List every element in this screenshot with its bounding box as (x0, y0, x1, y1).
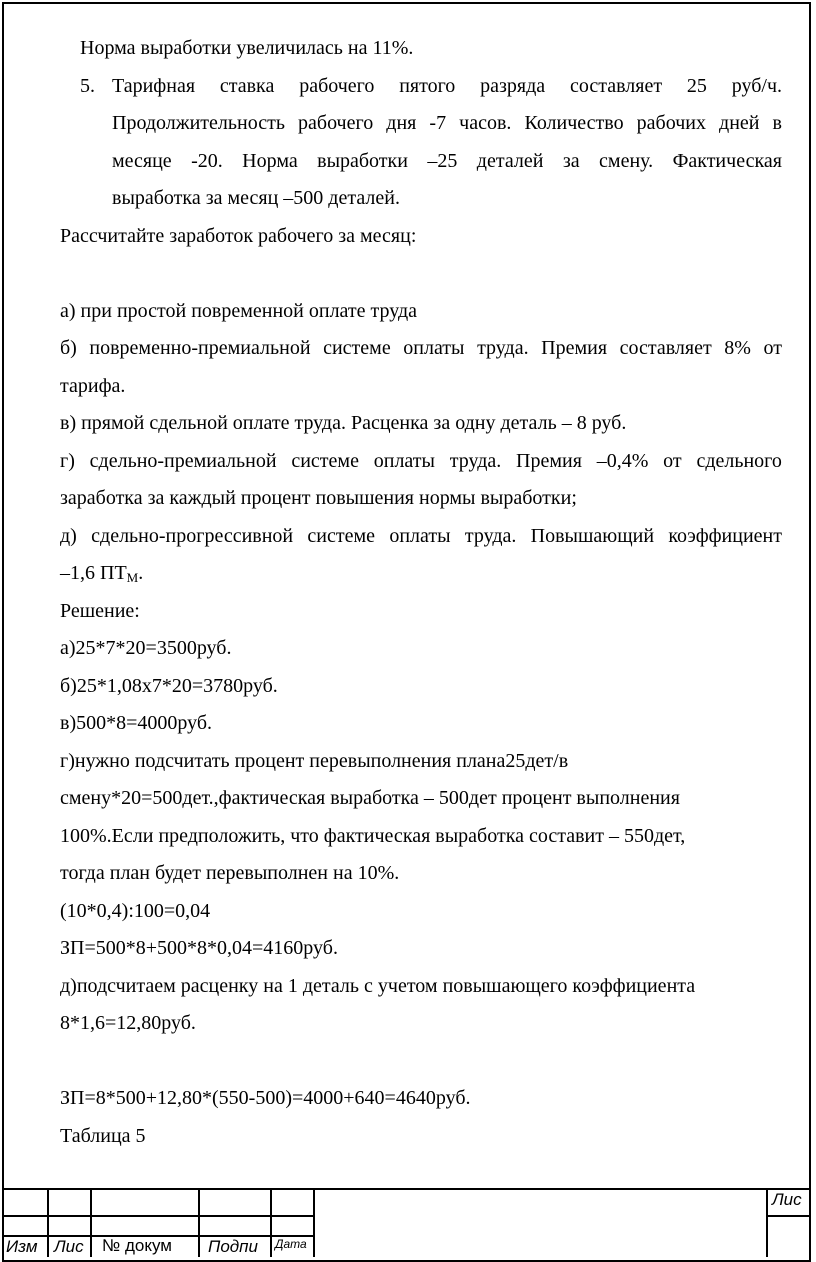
word: дней (719, 112, 760, 134)
word: труда. (449, 449, 502, 472)
text-line: 100%.Если предположить, что фактическая выработка составит – 550дет, (60, 824, 686, 847)
text-line: 8*1,6=12,80руб. (60, 1012, 196, 1034)
word: труда. (477, 337, 529, 359)
text-line: тарифа. (60, 374, 126, 397)
coef-end: . (138, 562, 144, 584)
word: за (562, 149, 580, 172)
word: Премия (516, 449, 582, 472)
word: составляет (619, 337, 712, 359)
word: -20. (191, 149, 223, 172)
text-line: смену*20=500дет.,фактическая выработка – 500дет процент выполнения (60, 787, 680, 809)
word: б) (60, 337, 77, 359)
word: 25 (686, 74, 707, 97)
word: от (763, 337, 782, 359)
text-line: б)25*1,08х7*20=3780руб. (60, 674, 278, 697)
word: –0,4% (596, 449, 649, 472)
numbered-item-5 (60, 68, 782, 106)
text-line: а) при простой повременной оплате труда (60, 299, 418, 322)
title-block (2, 1188, 811, 1257)
word: разряда (480, 74, 546, 97)
word: Количество (524, 112, 624, 134)
word: повременно-премиальной (89, 337, 311, 359)
word: руб/ч. (731, 74, 782, 97)
word: сдельно-прогрессивной (91, 524, 294, 547)
text-line: Рассчитайте заработок рабочего за месяц: (60, 224, 417, 247)
word: системе (323, 337, 391, 359)
word: труда. (464, 524, 517, 547)
text-line: а)25*7*20=3500руб. (60, 637, 232, 659)
justified-line (112, 105, 782, 143)
sheet-label: Лис (772, 1190, 802, 1209)
blank-line (60, 255, 782, 293)
justified-line (60, 330, 782, 368)
document-body (60, 30, 782, 1155)
justified-line (60, 518, 782, 556)
word: системе (307, 524, 376, 547)
word: Фактическая (672, 149, 782, 172)
word: Тарифная (112, 74, 196, 97)
data-label: Дата (275, 1237, 307, 1251)
word: рабочих (636, 112, 706, 134)
podp-label: Подпи (208, 1237, 258, 1256)
word: Продолжительность (112, 112, 285, 134)
word: ставка (219, 74, 275, 97)
text-line: Норма выработки увеличилась на 11%. (80, 37, 414, 59)
word: -7 (429, 112, 447, 134)
text-line: выработка за месяц –500 деталей. (112, 187, 400, 209)
text-line: д)подсчитаем расценку на 1 деталь с учетом повышающего коэффициента (60, 974, 696, 997)
item-number: 5. (80, 74, 95, 97)
word: системе (291, 449, 359, 472)
word: в (772, 112, 782, 134)
text-line: заработка за каждый процент повышения нормы выработки; (60, 487, 577, 509)
text-line: г)нужно подсчитать процент перевыполнения плана25дет/в (60, 749, 569, 772)
text-line: тогда план будет перевыполнен на 10%. (60, 862, 400, 884)
word: сдельного (696, 449, 782, 472)
word: 8% (724, 337, 751, 359)
blank-line (60, 1043, 782, 1081)
word: оплаты (389, 524, 451, 547)
word: рабочего (298, 112, 374, 134)
word: выработки (317, 149, 408, 172)
word: смену. (599, 149, 654, 172)
word: сдельно-премиальной (89, 449, 277, 472)
coef-text: –1,6 ПТ (60, 562, 127, 584)
justified-line (112, 143, 782, 181)
text-line (60, 555, 782, 593)
word: оплаты (373, 449, 435, 472)
word: Премия (541, 337, 608, 359)
word: оплаты (403, 337, 465, 359)
dokum-label: № докум (102, 1236, 172, 1255)
word: г) (60, 449, 75, 472)
text-line: ЗП=500*8+500*8*0,04=4160руб. (60, 937, 338, 959)
table-caption: Таблица 5 (60, 1124, 146, 1147)
solution-heading: Решение: (60, 599, 140, 622)
word: Повышающий (530, 524, 655, 547)
justified-line (112, 68, 782, 106)
word: коэффициент (668, 524, 782, 547)
text-line: ЗП=8*500+12,80*(550-500)=4000+640=4640руб. (60, 1087, 471, 1109)
lis-label: Лис (54, 1237, 84, 1256)
word: деталей (476, 149, 544, 172)
coef-subscript: М (126, 570, 139, 585)
text-line: в)500*8=4000руб. (60, 712, 213, 734)
word: рабочего (299, 74, 375, 97)
justified-line (60, 443, 782, 481)
word: месяце (112, 149, 172, 172)
word: –25 (427, 149, 458, 172)
word: д) (60, 524, 77, 547)
izm-label: Изм (6, 1237, 38, 1256)
word: составляет (569, 74, 663, 97)
word: часов. (459, 112, 512, 134)
text-line: (10*0,4):100=0,04 (60, 899, 211, 922)
text-line: в) прямой сдельной оплате труда. Расценка за одну деталь – 8 руб. (60, 412, 627, 434)
word: дня (386, 112, 417, 134)
word: от (663, 449, 682, 472)
word: Норма (242, 149, 298, 172)
word: пятого (399, 74, 456, 97)
